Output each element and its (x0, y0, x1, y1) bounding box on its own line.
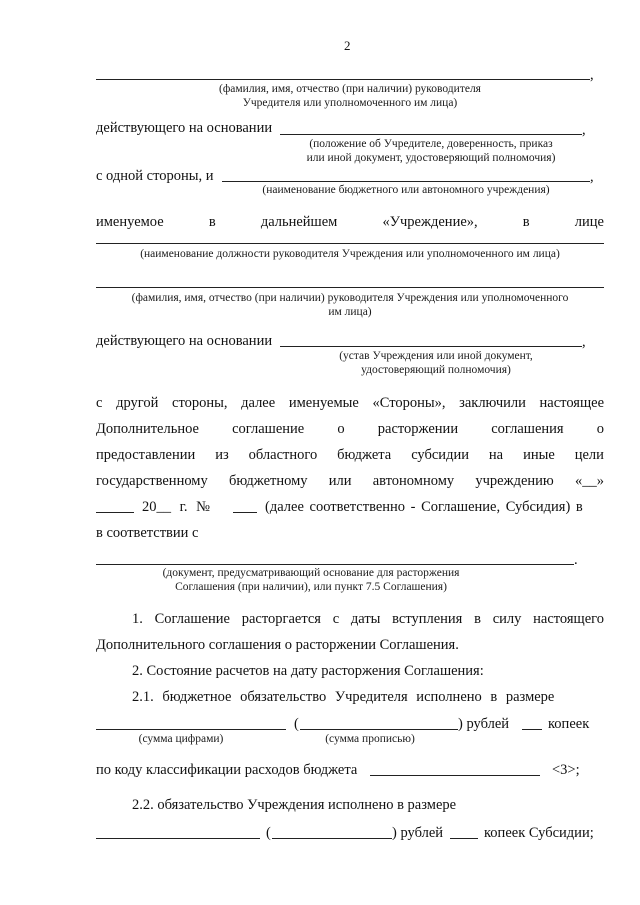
date-year-number: 20__ г. № (142, 499, 211, 515)
underline-budget-code (370, 775, 540, 776)
underline-sum-digits (96, 729, 286, 730)
word: о (337, 421, 345, 437)
page-number: 2 (344, 38, 351, 53)
caption-basis1-line1: (положение об Учредителе, доверенность, приказ (309, 138, 553, 150)
word: областного (248, 447, 318, 463)
basis1-label: действующего на основании (96, 120, 273, 136)
caption-sum-words: (сумма прописью) (325, 733, 415, 745)
open-paren: ( (294, 716, 299, 732)
rub-label-1: ) рублей (458, 716, 510, 732)
underline-position (96, 243, 604, 244)
underline-agreement-number (233, 512, 257, 513)
kop-label-2: копеек Субсидии; (484, 825, 594, 841)
word: на (488, 447, 504, 463)
word: государственному (96, 473, 208, 489)
word: учреждению (475, 473, 554, 489)
word: в (208, 214, 216, 230)
word: именуемое (96, 214, 164, 230)
word: дальнейшем (260, 214, 338, 230)
caption-head2-line2: им лица) (328, 306, 372, 318)
item1-line2: Дополнительного соглашения о расторжении Соглашения. (96, 637, 459, 653)
underline-head-name (96, 79, 590, 80)
caption-position: (наименование должности руководителя Учреждения или уполномоченного им лица) (140, 248, 560, 260)
word: «__» (574, 473, 604, 489)
caption-head-line1: (фамилия, имя, отчество (при наличии) руководителя (219, 83, 481, 95)
body-line-6: в соответствии с (96, 525, 199, 541)
word: соглашения (491, 421, 564, 437)
caption-head-line2: Учредителя или уполномоченного им лица) (242, 97, 458, 109)
word: о (596, 421, 604, 437)
word: в (522, 214, 530, 230)
word: бюджета (337, 447, 392, 463)
body-line-1: с другой стороны, далее именуемые «Стороны», заключили настоящее (96, 395, 604, 411)
named-line (96, 214, 604, 230)
kop-label-1: копеек (548, 716, 590, 732)
caption-sum-digits: (сумма цифрами) (138, 733, 224, 745)
underline-sum-words (300, 729, 458, 730)
caption-basis3-line1: (документ, предусматривающий основание для расторжения (162, 567, 460, 579)
rub-label-2: ) рублей (392, 825, 444, 841)
budget-code-label: по коду классификации расходов бюджета (96, 762, 358, 778)
caption-basis2-line1: (устав Учреждения или иной документ, (339, 350, 533, 362)
comma: , (590, 67, 594, 83)
underline-date-month (96, 512, 134, 513)
caption-basis1-line2: или иной документ, удостоверяющий полномочия) (306, 152, 556, 164)
basis2-label: действующего на основании (96, 333, 273, 349)
word: лице (574, 214, 604, 230)
item1-line1: 1. Соглашение расторгается с даты вступления в силу настоящего (132, 611, 604, 627)
open-paren: ( (266, 825, 271, 841)
budget-code-ref: <3>; (552, 762, 580, 778)
item2: 2. Состояние расчетов на дату расторжения Соглашения: (132, 663, 484, 679)
comma: , (590, 169, 594, 185)
word: Дополнительное (96, 421, 199, 437)
underline-kop-1 (522, 729, 542, 730)
item2-2-line1: 2.2. обязательство Учреждения исполнено в размере (132, 797, 457, 813)
word: из (215, 447, 229, 463)
body-line-5-rest: (далее соответственно - Соглашение, Субсидия) в (265, 499, 583, 515)
party1-label: с одной стороны, и (96, 168, 214, 184)
word: предоставлении (96, 447, 196, 463)
underline-basis3 (96, 564, 574, 565)
period: . (574, 552, 578, 568)
caption-basis3-line2: Соглашения (при наличии), или пункт 7.5 Соглашения) (175, 581, 447, 593)
word: «Учреждение», (382, 214, 478, 230)
caption-basis2-line2: удостоверяющий полномочия) (361, 364, 511, 376)
word: субсидии (411, 447, 469, 463)
underline-sum-digits-2 (96, 838, 260, 839)
underline-kop-2 (450, 838, 478, 839)
underline-head2-name (96, 287, 604, 288)
word: или (328, 473, 352, 489)
body-line-4 (96, 473, 604, 489)
underline-basis1 (280, 134, 582, 135)
comma: , (582, 122, 586, 138)
caption-institution-name: (наименование бюджетного или автономного учреждения) (262, 184, 550, 196)
word: цели (574, 447, 604, 463)
underline-sum-words-2 (272, 838, 392, 839)
body-line-2 (96, 421, 604, 437)
word: иные (523, 447, 555, 463)
comma: , (582, 334, 586, 350)
item2-1-line1: 2.1. бюджетное обязательство Учредителя исполнено в размере (132, 689, 555, 705)
word: автономному (372, 473, 455, 489)
word: расторжении (377, 421, 459, 437)
word: бюджетному (228, 473, 308, 489)
underline-basis2 (280, 346, 582, 347)
caption-head2-line1: (фамилия, имя, отчество (при наличии) руководителя Учреждения или уполномоченного (131, 292, 569, 304)
body-line-3 (96, 447, 604, 463)
word: соглашение (232, 421, 305, 437)
underline-institution-name (222, 181, 590, 182)
